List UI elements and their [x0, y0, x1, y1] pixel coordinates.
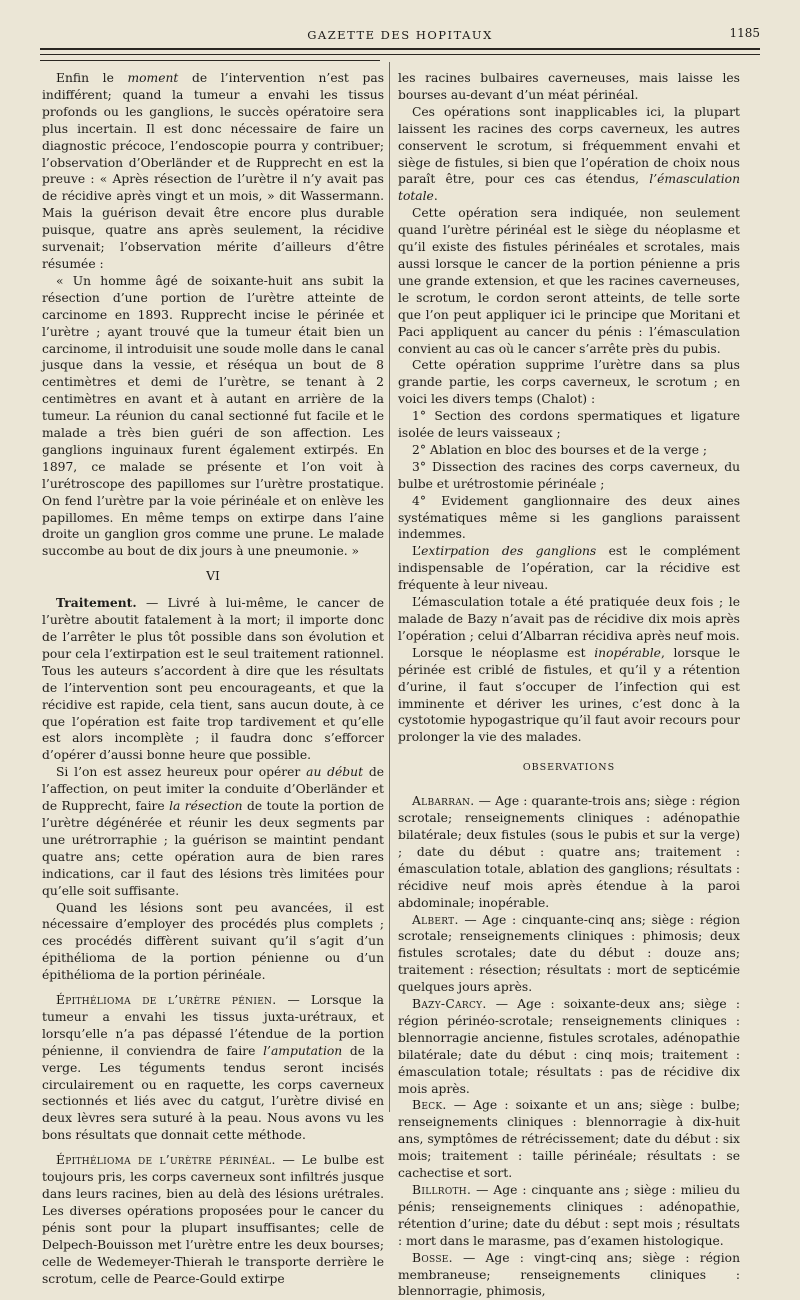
header-rule-thin — [40, 54, 760, 55]
procedure-step: 4° Evidement ganglionnaire des deux aines systématiques même si les ganglions paraissent indemmes. — [398, 493, 740, 542]
column-divider — [389, 62, 390, 1112]
paragraph — [398, 645, 740, 746]
observation-author: Albert. — [412, 912, 459, 927]
observation-entry — [398, 996, 740, 1097]
paragraph — [398, 543, 740, 594]
observation-entry — [398, 912, 740, 997]
observation-author: Billroth. — [412, 1183, 472, 1197]
page-number: 1185 — [729, 26, 760, 40]
header-rule-thick — [40, 48, 760, 50]
left-column — [42, 70, 384, 1287]
paragraph-lead: Traitement. — [56, 595, 137, 611]
observation-text: — Age : quarante-trois ans; siège : région scrotale; renseignements cliniques : adénopathie bilatérale; deux fistules (sous le pubis et sur la verge) ; date du début : quatre ans; traitement : émasculation totale, ablation des ganglions; résultats : récidive neuf mois après étendue à la paroi abdominale; inopérable. — [398, 794, 740, 910]
procedure-step: 1° Section des cordons spermatiques et ligature isolée de leurs vaisseaux ; — [398, 409, 740, 441]
paragraph: Cette opération sera indiquée, non seulement quand l’urètre périnéal est le siège du néoplasme et qu’il existe des fistules périnéales et scrotales, mais aussi lorsque le cancer de la portion pénienne a pris une grande extension, et que les racines caverneuses, le scrotum, le cordon seront atteints, de telle sorte que l’on peut appliquer ici le principe que Moritani et Paci appliquent au cancer du pénis : l’émasculation convient au cas où le cancer s’arrête près du pubis. — [398, 206, 740, 356]
observation-author: Bosse. — [412, 1250, 453, 1265]
observation-text: — Age : vingt-cinq ans; siège : région membraneuse; renseignements cliniques : blennorragie, phimosis, — [398, 1250, 740, 1299]
paragraph-lead: Épithélioma de l’urètre pénien. — [56, 993, 277, 1008]
observation-author: Beck. — [412, 1098, 447, 1113]
italic-run: l’émasculation totale — [398, 172, 740, 204]
text-run: — Livré à lui-même, le cancer de l’urètre aboutit fatalement à la mort; il importe donc de l’arrêter le plus tôt possible dans son évolution et pour cela l’extirpation est le seul traitement rationnel. Tous les auteurs s’accordent à dire que les résultats de l’intervention sont peu encourageants, et que la récidive est rapide, cela tient, sans aucun doute, à ce que l’opération est faite trop tardivement et qu’elle est alors incomplète ; il faudra donc s’efforcer d’opérer d’aussi bonne heure que possible. — [42, 596, 384, 763]
paragraph — [398, 104, 740, 205]
text-run: est le complément indispensable de l’opération, car la récidive est fréquente à leur niveau. — [398, 544, 740, 593]
paragraph-continued: les racines bulbaires caverneuses, mais laisse les bourses au-devant d’un méat périnéal. — [398, 71, 740, 102]
paragraph-perineal — [42, 1152, 384, 1287]
observation-entry — [398, 1250, 740, 1300]
text-run: de la verge. Les téguments tendus seront incisés circulairement ou en raquette, les corps caverneux sectionnés et liés avec du catgut, l’urètre divisé en deux lèvres sera suturé à la peau. Nous avons vu les bons résultats que donnait cette méthode. — [42, 1043, 385, 1143]
observation-entry — [398, 793, 740, 911]
text-run: de l’intervention n’est pas indifférent; quand la tumeur a envahi les tissus profonds ou les ganglions, le succès opératoire sera plus incertain. Il est donc nécessaire de faire un diagnostic précoce, l’endoscopie pourra y contribuer; l’observation d’Oberländer et de Rupprecht en est la preuve : « Après résection de l’urètre il n’y avait pas de récidive après vingt et un mois, » dit Wassermann. Mais la guérison devait être encore plus durable puisque, quatre ans après seulement, la récidive survenait; l’observation mérite d’ailleurs d’être résumée : — [42, 71, 385, 271]
page-header — [40, 24, 760, 44]
text-run: L’ — [412, 544, 422, 559]
italic-run: extirpation des ganglions — [421, 544, 597, 559]
text-run: Lorsque le néoplasme est — [412, 645, 595, 660]
italic-run: l’amputation — [263, 1043, 343, 1058]
observation-author: Bazy-Carcy. — [412, 997, 487, 1012]
text-run: — Le bulbe est toujours pris, les corps caverneux sont infiltrés jusque dans leurs racines, bien au delà des lésions urétrales. Les diverses opérations proposées pour le cancer du pénis sont pour la plupart insuffisantes; celle de Delpech-Bouisson met l’urètre entre les deux bourses; celle de Wedemeyer-Thierah le transporte derrière le scrotum, celle de Pearce-Gould extirpe — [42, 1153, 385, 1286]
paragraph-lead: Épithélioma de l’urètre périnéal. — [56, 1153, 276, 1168]
text-run: . — [433, 189, 438, 204]
journal-title: GAZETTE DES HOPITAUX — [307, 28, 493, 42]
paragraph: Cette opération supprime l’urètre dans sa plus grande partie, les corps caverneux, le scrotum ; en voici les divers temps (Chalot) : — [398, 358, 740, 407]
observation-text: — Age : soixante et un ans; siège : bulbe; renseignements cliniques : blennorragie à dix-huit ans, symptômes de rétrécissement; date du début : six mois; traitement : taille périnéale; résultats : se cachectise et sort. — [398, 1098, 740, 1181]
paragraph: Quand les lésions sont peu avancées, il est nécessaire d’employer des procédés plus complets ; ces procédés diffèrent suivant qu’il s’agit d’un épithélioma de la portion pénienne ou d’un épithélioma de la portion périnéale. — [42, 900, 384, 983]
text-run: Si l’on est assez heureux pour opérer — [56, 765, 307, 780]
text-run: Enfin le — [56, 71, 128, 85]
text-run: — Lorsque la tumeur a envahi les tissus juxta-urétraux, et lorsqu’elle n’a pas dépassé l’étendue de la portion pénienne, il conviendra de faire — [42, 993, 384, 1058]
quotation-paragraph: « Un homme âgé de soixante-huit ans subit la résection d’une portion de l’urètre atteinte de carcinome en 1893. Rupprecht incise le périnée et l’urètre ; ayant trouvé que la tumeur était bien un carcinome, il introduisit une soude molle dans le canal jusque dans la vessie, et réséqua un bout de 8 centimètres et demi de l’urètre, se tenant à 2 centimètres en avant et à autant en arrière de la tumeur. La réunion du canal sectionné fut facile et le malade a très bien guéri de son affection. Les ganglions inguinaux furent également extirpés. En 1897, ce malade se présente et l’on voit à l’urétroscope des papillomes sur l’urètre prostatique. On fend l’urètre par la voie périnéale et on enlève les papillomes. En même temps on extirpe dans l’aine droite un ganglion gros comme une prune. Le malade succombe au bout de dix jours à une pneumonie. » — [42, 273, 384, 559]
paragraph — [42, 70, 384, 273]
observation-author: Albarran. — [412, 794, 475, 809]
section-number: VI — [206, 569, 220, 584]
italic-run: moment — [127, 71, 179, 85]
right-column — [398, 70, 740, 1300]
italic-run: inopérable — [594, 645, 661, 660]
text-run: , lorsque le périnée est criblé de fistules, et qu’il y a rétention d’urine, il faut s’occuper de l’infection qui est imminente et dériver les urines, c’est donc à la cystotomie hypogastrique qu’il faut avoir recours pour prolonger la vie des malades. — [398, 645, 741, 745]
observation-text: — Age : cinquante ans ; siège : milieu du pénis; renseignements cliniques : adénopathie, rétention d’urine; date du début : sept mois ; résultats : mort dans le marasme, pas d’examen histologique. — [398, 1183, 740, 1248]
procedure-step: 3° Dissection des racines des corps caverneux, du bulbe et urétrostomie périnéale ; — [398, 459, 740, 491]
paragraph-traitement — [42, 595, 384, 764]
paragraph: L’émasculation totale a été pratiquée deux fois ; le malade de Bazy n’avait pas de récidive dix mois après l’opération ; celui d’Albarran récidiva après neuf mois. — [398, 595, 740, 643]
paragraph — [42, 764, 384, 899]
observation-text: — Age : soixante-deux ans; siège : région périnéo-scrotale; renseignements cliniques : blennorragie ancienne, fistules scrotales, adénopathie bilatérale; date du début : cinq mois; traitement : émasculation totale; résultats : pas de récidive dix mois après. — [398, 997, 740, 1096]
paragraph-penien — [42, 992, 384, 1144]
text-run: de toute la portion de l’urètre dégénérée et réunir les deux segments par une urétrorraphie ; la guérison se maintint pendant quatre ans; cette opération aura de bien rares indications, car il faut des lésions très limitées pour qu’elle soit suffisante. — [42, 799, 384, 898]
text-run: de l’affection, on peut imiter la conduite d’Oberländer et de Rupprecht, faire — [42, 765, 384, 814]
text-run: Ces opérations sont inapplicables ici, la plupart laissent les racines des corps caverneux, les autres conservent le scrotum, si fréquemment envahi et siège de fistules, si bien que l’opération de choix nous paraît être, pour ces cas étendus, — [398, 104, 740, 187]
observation-text: — Age : cinquante-cinq ans; siège : région scrotale; renseignements cliniques : phimosis; deux fistules scrotales; date du début : douze ans; traitement : résection; résultats : mort de septicémie quelques jours après. — [398, 912, 740, 995]
italic-run: la résection — [169, 799, 243, 814]
header-rule-short — [40, 60, 380, 61]
observations-heading: OBSERVATIONS — [522, 762, 616, 774]
observation-entry — [398, 1182, 740, 1250]
italic-run: au début — [306, 765, 364, 780]
observation-entry — [398, 1097, 740, 1182]
procedure-step: 2° Ablation en bloc des bourses et de la verge ; — [412, 442, 708, 457]
